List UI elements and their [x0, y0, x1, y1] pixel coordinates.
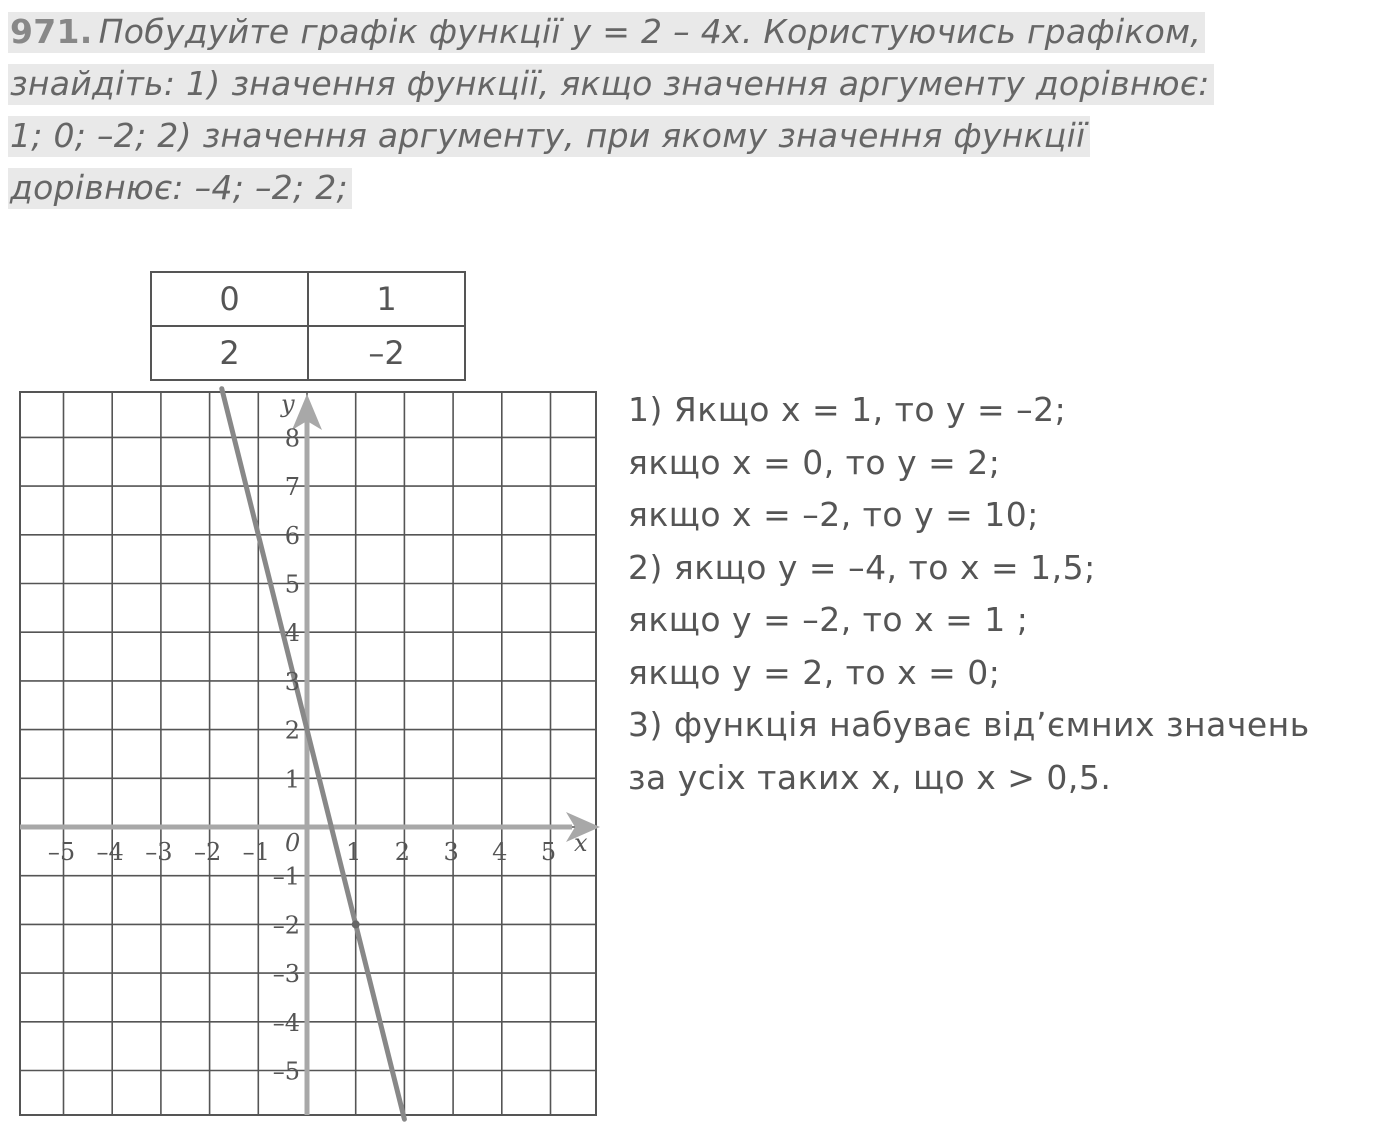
problem-text: Побудуйте графік функції y = 2 – 4x. Користуючись графіком, [98, 12, 1202, 51]
y-tick-label: –3 [272, 960, 300, 989]
problem-text: знайдіть: 1) значення функції, якщо значення аргументу дорівнює: [8, 64, 1214, 105]
problem-number: 971. [10, 12, 93, 51]
y-tick-label: 8 [284, 424, 300, 453]
answer-line: 1) Якщо x = 1, то y = –2; [628, 390, 1067, 429]
function-line [222, 389, 405, 1119]
y-tick-label: 6 [284, 521, 300, 550]
y-tick-label: –1 [272, 862, 300, 891]
y-tick-label: –4 [272, 1008, 300, 1037]
y-tick-label: 7 [284, 473, 300, 502]
answer-line: за усіх таких x, що x > 0,5. [628, 757, 1112, 797]
answers-block [628, 384, 1388, 804]
x-tick-label: 4 [492, 838, 508, 866]
y-tick-label: 3 [284, 667, 300, 696]
answer-line: якщо x = 0, то y = 2; [628, 442, 1001, 482]
x-tick-label: 2 [394, 838, 411, 866]
table-cell: –2 [308, 326, 465, 380]
answer-line: якщо y = –2, то x = 1 ; [628, 600, 1029, 639]
y-tick-label: 5 [284, 570, 300, 599]
x-tick-label: –5 [47, 838, 76, 866]
x-tick-label: 1 [346, 838, 362, 866]
answer-line: 2) якщо y = –4, то x = 1,5; [628, 547, 1096, 587]
x-tick-label: 3 [443, 838, 459, 866]
y-tick-label: –2 [272, 911, 300, 940]
y-axis-label: y [281, 390, 295, 418]
answer-line: якщо y = 2, то x = 0; [628, 652, 1001, 692]
answer-line: якщо x = –2, то y = 10; [628, 495, 1039, 534]
x-axis-label: x [574, 829, 588, 857]
x-tick-label: –1 [242, 838, 270, 866]
answer-line: 3) функція набуває від’ємних значень [628, 705, 1310, 744]
origin-label: 0 [285, 829, 301, 857]
y-tick-label: –5 [272, 1057, 300, 1086]
y-tick-label: 4 [284, 619, 300, 648]
y-tick-label: 2 [284, 716, 300, 745]
x-tick-label: –4 [96, 838, 124, 866]
x-tick-label: –2 [193, 838, 222, 866]
data-point [352, 920, 360, 928]
problem-text: 1; 0; –2; 2) значення аргументу, при якому значення функції [8, 116, 1090, 157]
table-cell: 2 [151, 326, 308, 380]
y-tick-label: 1 [284, 765, 300, 794]
table-cell: 1 [308, 272, 465, 326]
x-tick-label: 5 [540, 838, 557, 866]
x-tick-label: –3 [145, 838, 173, 866]
problem-text: дорівнює: –4; –2; 2; [8, 168, 352, 209]
table-cell: 0 [151, 272, 308, 326]
